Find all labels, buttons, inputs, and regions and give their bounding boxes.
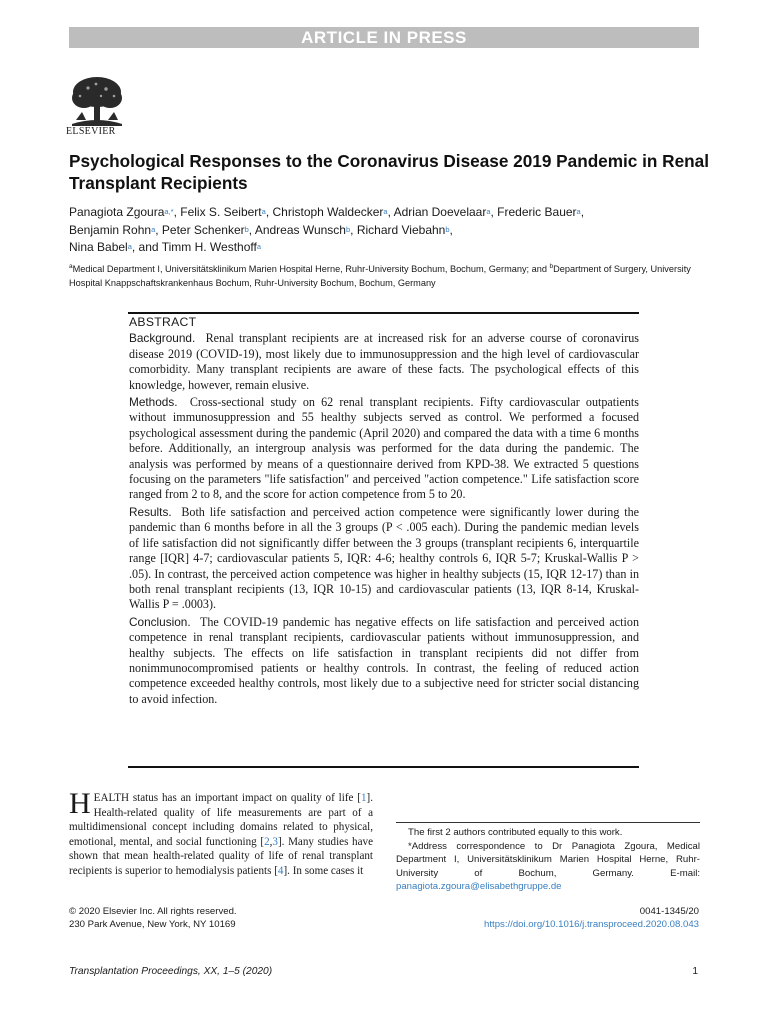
author: Panagiota Zgoura$^{a,*}$, [69,205,181,219]
drop-cap: H [69,787,91,820]
author: Frederic Bauer$^a$, [497,205,585,219]
author: Christoph Waldecker$^a$, [272,205,394,219]
copyright: © 2020 Elsevier Inc. All rights reserved. 230 Park Avenue, New York, NY 10169 [69,906,237,930]
footnote-correspondence: *Address correspondence to Dr Panagiota Zgoura, Medical Department I, Universitätsklinikum Marien Hospital Herne, Ruhr-University of Bochum, Germany. E-mail: panagiota.zgoura@elisabethgruppe.de [396,840,700,893]
reference-link[interactable]: 1 [360,792,367,804]
footnotes [396,826,700,894]
abstract-results: Results. Both life satisfaction and perceived action competence were significantly lower during the pandemic than 6 months before in all the 3 groups (P < .005 each). During the pandemic median levels of life satisfaction did not significantly differ between the 3 groups (transplant recipients 6, interquartile range [IQR] 4-7; cardiovascular patients 5, IQR: 4-6; healthy controls 6, IQR 5-7; Kruskal-Wallis P > .05). In contrast, the perceived action competence was higher in healthy subjects (15, IQR 12-17) than in both renal transplant recipients (13, IQR 10-15) and cardiovascular patients (13, IQR 8-14, Kruskal-Wallis P = .0003). [129,504,639,612]
author: Felix S. Seibert$^a$, [180,205,273,219]
author: Richard Viebahn$^b$, [356,222,453,237]
doi-link[interactable]: https://doi.org/10.1016/j.transproceed.2020.08.043 [484,918,699,930]
email-link[interactable]: panagiota.zgoura@elisabethgruppe.de [396,881,562,893]
author: Nina Babel$^a$, and [69,240,162,254]
reference-link[interactable]: 4 [277,864,284,877]
author-list [69,204,709,257]
author: Benjamin Rohn$^a$, [69,222,162,237]
footnote-equal-contribution: The first 2 authors contributed equally to this work. [408,827,623,838]
author: Timm H. Westhoff$^a$ [161,240,262,254]
author: Andreas Wunsch$^b$, [254,222,357,237]
publisher-name: ELSEVIER [66,126,116,137]
journal-footer: Transplantation Proceedings, XX, 1–5 (2020) [69,966,273,977]
author: Adrian Doevelaar$^a$, [393,205,498,219]
footnote-rule [396,822,700,823]
reference-link[interactable]: 2 [264,835,270,848]
article-in-press-banner: ARTICLE IN PRESS [69,27,699,48]
abstract-heading: ABSTRACT [129,315,197,329]
issn-doi [484,906,699,931]
abstract [129,315,639,709]
issn: 0041-1345/20 [639,906,699,917]
article-title: Psychological Responses to the Coronavirus Disease 2019 Pandemic in Renal Transplant Recipients [69,151,709,193]
affiliations: $^a$Medical Department I, Universitätsklinikum Marien Hospital Herne, Ruhr-University Bochum, Bochum, Germany; and $^b$Department of Surgery, University Hospital Knappschaftskrankenhaus Bochum, Ruhr-University Bochum, Bochum, Germany [69,263,691,288]
abstract-background: Background. Renal transplant recipients are at increased risk for an adverse course of coronavirus disease 2019 (COVID-19), most likely due to immunosuppression and the high level of cardiovascular comorbidity. Many transplant recipients are aware of these facts. The psychological effects of this knowledge, however, remain elusive. [129,331,640,392]
abstract-top-rule [128,312,639,314]
abstract-bottom-rule [128,766,639,768]
page-number: 1 [692,966,698,977]
abstract-conclusion: Conclusion. The COVID-19 pandemic has negative effects on life satisfaction and perceived action competence in renal transplant recipients, cardiovascular patients without immunosuppression, and healthy subjects. The effects on life satisfaction in transplant recipients did not differ from nonimmunocompromised patients or healthy controls. In contrast, the feeling of reduced action competence exceeded healthy controls, most likely due to a subjective need for stricter social distancing to avoid infection. [129,614,639,706]
reference-link[interactable]: 3 [272,835,278,848]
body-text-column: HEALTH status has an important impact on quality of life [1]. Health-related quality of life measurements are part of a multidimensional concept including domains related to physical, emotional, mental, and social functioning [2,3]. Many studies have shown that mean health-related quality of life of renal transplant recipients is superior to hemodialysis patients [4]. In some cases it [69,787,374,877]
author: Peter Schenker$^b$, [161,222,255,237]
abstract-methods: Methods. Cross-sectional study on 62 renal transplant recipients. Fifty cardiovascular outpatients without immunosuppression and 55 healthy subjects served as control. We performed a focused psychological assessment during the pandemic (April 2020) and compared the data with a time 6 months before. Additionally, an intergroup analysis was performed for the data during the pandemic. The analysis was performed by means of a questionnaire derived from KPD-38. We extracted 5 questions focusing on the parameters "life satisfaction" and perceived "action competence." Life satisfaction score ranged from 2 to 8, and the score for action competence from 5 to 20. [129,395,639,502]
